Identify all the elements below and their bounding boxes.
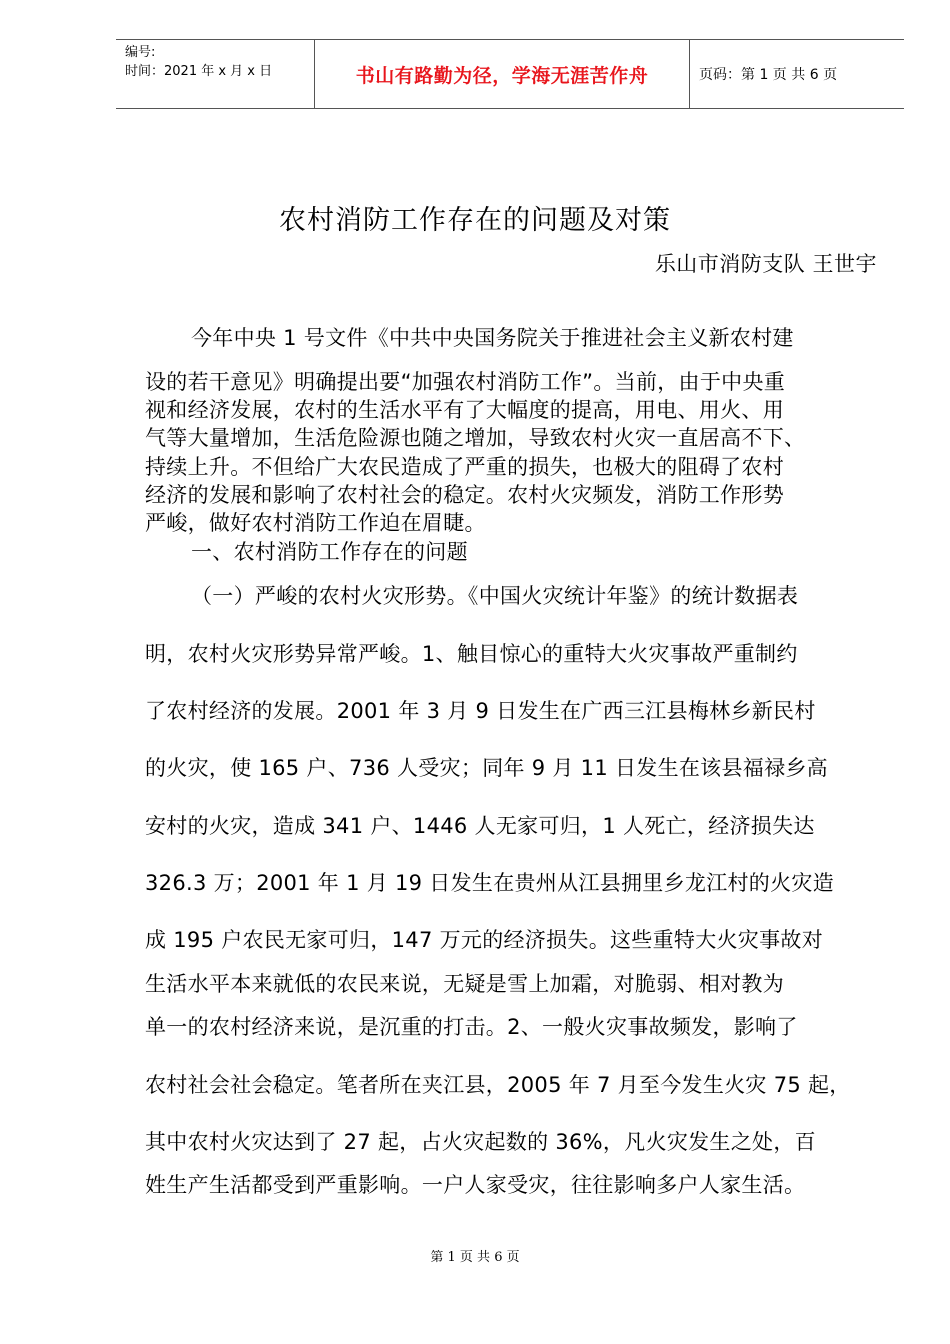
body-line: 其中农村火灾达到了 27 起，占火灾起数的 36%，凡火灾发生之处，百 [145, 1130, 816, 1154]
body-line: 安村的火灾，造成 341 户、1446 人无家可归，1 人死亡，经济损失达 [145, 814, 815, 838]
body-line: 设的若干意见》明确提出要“加强农村消防工作”。当前，由于中央重 [145, 370, 786, 394]
body-line: 今年中央 1 号文件《中共中央国务院关于推进社会主义新农村建 [191, 326, 794, 350]
body-line: 了农村经济的发展。2001 年 3 月 9 日发生在广西三江县梅林乡新民村 [145, 699, 816, 723]
body-line: 视和经济发展，农村的生活水平有了大幅度的提高，用电、用火、用 [145, 398, 784, 422]
document-header [116, 39, 904, 109]
body-line: 农村社会社会稳定。笔者所在夹江县，2005 年 7 月至今发生火灾 75 起， [145, 1073, 851, 1097]
motto-text: 书山有路勤为径，学海无涯苦作舟 [315, 40, 690, 108]
document-title: 农村消防工作存在的问题及对策 [279, 205, 671, 236]
body-line: 姓生产生活都受到严重影响。一户人家受灾，往往影响多户人家生活。 [145, 1173, 806, 1197]
serial-number-label: 编号: [125, 45, 156, 60]
body-line: 严峻，做好农村消防工作迫在眉睫。 [145, 511, 486, 535]
page-info: 页码：第 1 页 共 6 页 [699, 67, 838, 83]
body-line: 成 195 户农民无家可归，147 万元的经济损失。这些重特大火灾事故对 [145, 928, 823, 952]
author-line: 乐山市消防支队 王世宇 [654, 252, 877, 276]
page-footer: 第 1 页 共 6 页 [430, 1250, 520, 1265]
body-line: 持续上升。不但给广大农民造成了严重的损失，也极大的阻碍了农村 [145, 455, 784, 479]
body-line: （一）严峻的农村火灾形势。《中国火灾统计年鉴》的统计数据表 [191, 584, 799, 608]
body-line: 经济的发展和影响了农村社会的稳定。农村火灾频发，消防工作形势 [145, 483, 784, 507]
date-label: 时间：2021 年 x 月 x 日 [125, 64, 273, 79]
body-line: 单一的农村经济来说，是沉重的打击。2、一般火灾事故频发，影响了 [145, 1015, 798, 1039]
body-line: 气等大量增加，生活危险源也随之增加，导致农村火灾一直居高不下、 [145, 426, 806, 450]
header-info-cell [116, 40, 315, 108]
section-heading: 一、农村消防工作存在的问题 [191, 540, 468, 564]
body-line: 生活水平本来就低的农民来说，无疑是雪上加霜，对脆弱、相对教为 [145, 972, 784, 996]
body-line: 的火灾，使 165 户、736 人受灾；同年 9 月 11 日发生在该县福禄乡高 [145, 756, 828, 780]
body-line: 明，农村火灾形势异常严峻。1、触目惊心的重特大火灾事故严重制约 [145, 642, 798, 666]
body-line: 326.3 万；2001 年 1 月 19 日发生在贵州从江县拥里乡龙江村的火灾造 [145, 871, 834, 895]
